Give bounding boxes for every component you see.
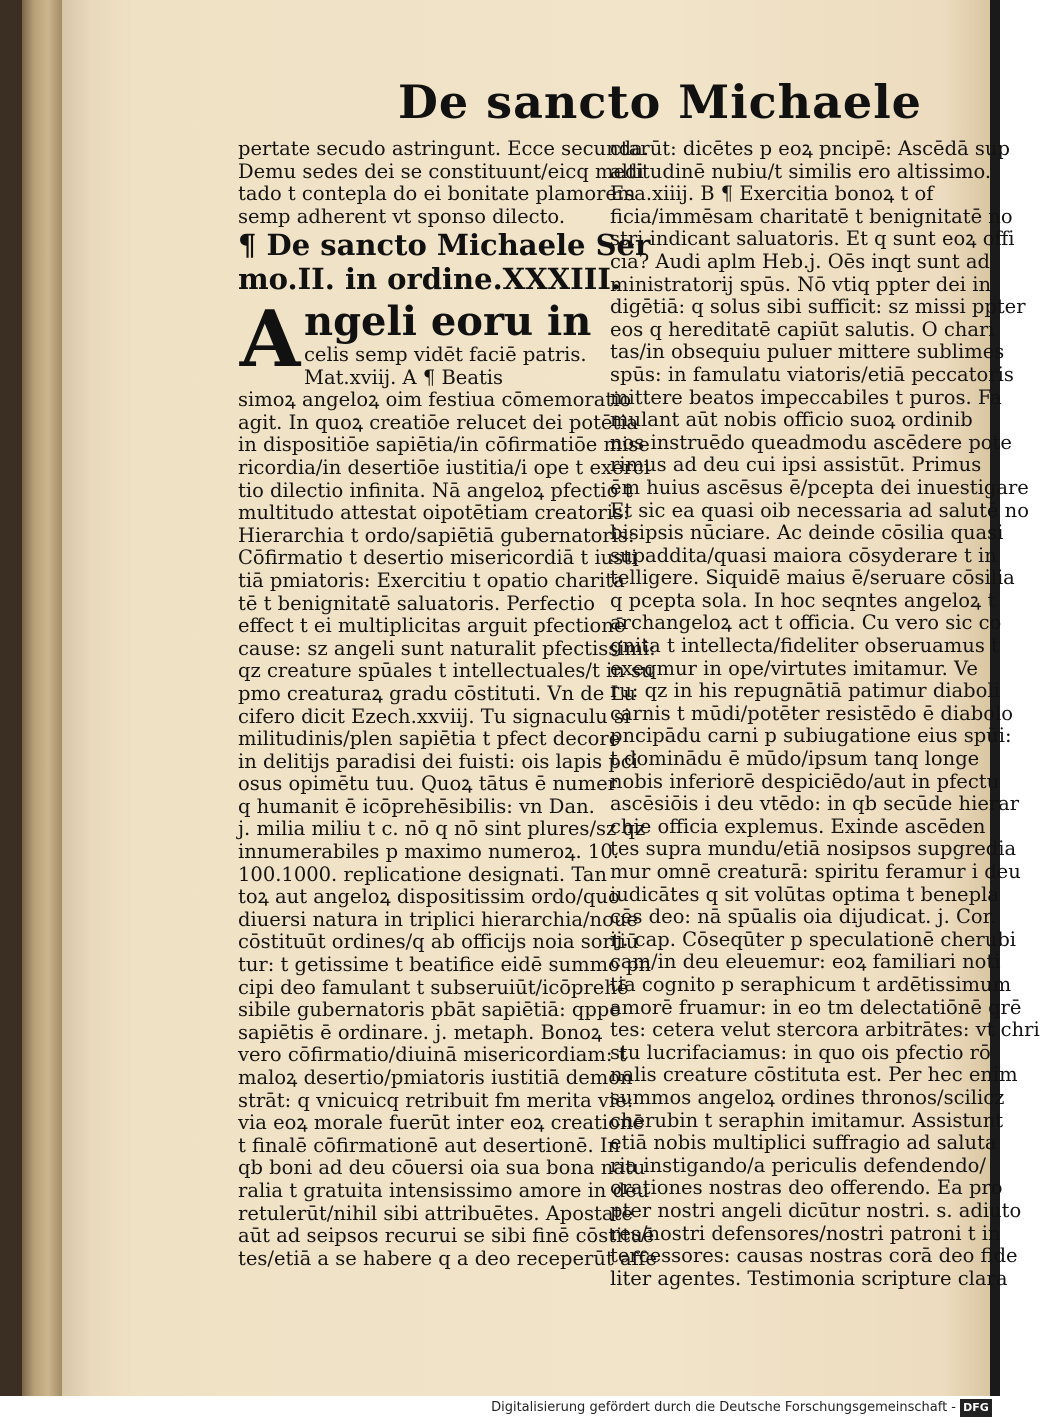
- text-line: tes supra mundu/etiā nosipsos supgredia: [610, 837, 1017, 861]
- text-line: Demu sedes dei se constituunt/eicq medi: [238, 159, 644, 183]
- text-line: carnis t mūdi/potēter resistēdo ē diabolo: [610, 701, 1013, 725]
- text-line: etiā nobis multiplici suffragio ad saluta: [610, 1131, 997, 1155]
- left-column-top: [238, 137, 649, 228]
- text-line: t finalē cōfirmationē aut desertionē. In: [238, 1133, 621, 1157]
- text-line: mulant aūt nobis officio suoꝝ ordinib: [610, 408, 973, 432]
- text-line: rimus ad deu cui ipsi assistūt. Primus: [610, 453, 982, 477]
- text-line: ministratorij spūs. Nō vtiq ppter dei in: [610, 272, 992, 296]
- text-line: chie officia explemus. Exinde ascēden: [610, 814, 986, 838]
- text-line: liter agentes. Testimonia scripture clara: [610, 1266, 1008, 1290]
- text-line: ascēsiōis i deu vtēdo: in qb secūde hierar: [610, 792, 1020, 816]
- text-line: ria instigando/a periculis defendendo/: [610, 1153, 986, 1177]
- book-page-edge: [22, 0, 62, 1396]
- text-line: altitudinē nubiu/t similis ero altissimo.: [610, 159, 992, 183]
- text-line: pncipādu carni p subiugatione eius spūi:: [610, 724, 1012, 748]
- text-line: sapiētis ē ordinare. j. metaph. Bonoꝝ: [238, 1020, 603, 1044]
- text-line: 100.1000. replicatione designati. Tan: [238, 862, 607, 886]
- text-line: Et sic ea quasi oib necessaria ad salutē no: [610, 498, 1029, 522]
- text-line: iudicātes q sit volūtas optima t benepla: [610, 882, 999, 906]
- text-line: bisipsis nūciare. Ac deinde cōsilia quasi: [610, 521, 1004, 545]
- text-line: mur omnē creaturā: spiritu feramur i deu: [610, 860, 1021, 883]
- footer-credit: Digitalisierung gefördert durch die Deutsche Forschungsgemeinschaft -: [491, 1400, 956, 1415]
- text-line: ralia t gratuita intensissimo amore in deu: [238, 1178, 650, 1202]
- text-line: sibile gubernatoris pbāt sapiētiā: qppe: [238, 998, 621, 1022]
- text-line: res/nostri defensores/nostri patroni t in: [610, 1221, 1001, 1245]
- text-line: tes/etiā a se habere q a deo receperūt affe: [238, 1246, 657, 1270]
- text-line: pmo creaturaꝝ gradu cōstituti. Vn de Lu: [238, 681, 636, 705]
- sermon-heading-line-1: ¶ De sancto Michaele Ser: [238, 228, 651, 262]
- text-line: qz creature spūales t intellectuales/t in su: [238, 659, 654, 683]
- text-line: cause: sz angeli sunt naturalit pfectissimi:: [238, 636, 656, 660]
- text-line: qb boni ad deu cōuersi oia sua bona natu: [238, 1156, 646, 1180]
- text-line: cifero dicit Ezech.xxviij. Tu signaculu si: [238, 704, 631, 728]
- text-line: tiā pmiatoris: Exercitiu t opatio charita: [238, 568, 625, 592]
- text-line: ru: qz in his repugnātiā patimur diaboli: [610, 679, 1000, 703]
- text-line: t dominādu ē mūdo/ipsum tanq longe: [610, 747, 980, 771]
- text-line: pter nostri angeli dicūtur nostri. s. adiuto: [610, 1198, 1022, 1222]
- text-line: in dispositiōe sapiētia/in cōfirmatiōe mise: [238, 433, 650, 457]
- text-line: cherubin t seraphin imitamur. Assistunt: [610, 1108, 1004, 1132]
- running-head: De sancto Michaele: [398, 75, 922, 129]
- text-line: tur: t getissime t beatifice eidē summo pn: [238, 953, 652, 977]
- text-line: tas/in obsequiu puluer mittere sublimes: [610, 340, 1005, 364]
- text-line: nos instruēdo queadmodu ascēdere pote: [610, 430, 1012, 454]
- text-line: agit. In quoꝝ creatiōe relucet dei potētia: [238, 410, 639, 434]
- text-line: mittere beatos impeccabiles t puros. Fa: [610, 385, 1002, 409]
- text-line: retulerūt/nihil sibi attribuētes. Apostate: [238, 1201, 633, 1225]
- right-column-body: [610, 137, 1040, 1290]
- text-line: Esa.xiiij. B ¶ Exercitia bonoꝝ t of: [610, 182, 934, 206]
- text-line: pertate secudo astringunt. Ecce secunda.: [238, 137, 649, 160]
- text-line: stu lucrifaciamus: in quo ois pfectio rō: [610, 1040, 991, 1064]
- sermon-heading: [238, 228, 651, 296]
- decorated-initial: A: [239, 294, 301, 385]
- text-line: nobis inferiorē despiciēdo/aut in pfectu: [610, 769, 1000, 793]
- text-line: cia? Audi aplm Heb.j. Oēs inqt sunt ad: [610, 249, 991, 273]
- text-line: innumerabiles p maximo numeroꝝ. 10.: [238, 840, 619, 864]
- text-line: maloꝝ desertio/pmiatoris iustitiā demon: [238, 1066, 633, 1089]
- text-line: via eoꝝ morale fuerūt inter eoꝝ creationē: [238, 1111, 644, 1135]
- footer-bar: [0, 1396, 1000, 1423]
- text-line: summos angeloꝝ ordines thronos/scilicz: [610, 1085, 1005, 1109]
- book-fore-edge: [0, 0, 22, 1396]
- text-line: tes: cetera velut stercora arbitrātes: vt chri: [610, 1018, 1040, 1042]
- text-line: ctarūt: dicētes p eoꝝ pncipē: Ascēdā sup: [610, 137, 1010, 160]
- text-line: ēm huius ascēsus ē/pcepta dei inuestigare: [610, 475, 1029, 499]
- text-line: Mat.xviij. A ¶ Beatis: [304, 365, 504, 389]
- text-line: j. milia miliu t c. nō q nō sint plures/sz qz: [238, 817, 646, 841]
- text-line: in delitijs paradisi dei fuisti: ois lapis pci: [238, 749, 638, 773]
- text-line: ficia/immēsam charitatē t benignitatē no: [610, 204, 1013, 228]
- text-line: archangeloꝝ act t officia. Cu vero sic co: [610, 611, 1002, 635]
- text-line: stri indicant saluatoris. Et q sunt eoꝝ offi: [610, 227, 1015, 251]
- text-line: tē t benignitatē saluatoris. Perfectio: [238, 591, 595, 615]
- sermon-heading-line-2: mo.II. in ordine.XXXIII.: [238, 262, 621, 296]
- text-line: effect t ei multiplicitas arguit pfectionē: [238, 614, 626, 638]
- text-line: strāt: q vnicuicq retribuit fm merita vie:: [238, 1088, 634, 1112]
- dfg-logo: DFG: [960, 1399, 992, 1417]
- text-line: cipi deo famulant t subseruiūt/icōprehē: [238, 975, 629, 999]
- text-line: toꝝ aut angeloꝝ dispositissim ordo/quo: [238, 885, 620, 909]
- text-line: vero cōfirmatio/diuinā misericordiam: t: [238, 1043, 627, 1067]
- text-line: cōstituūt ordines/q ab officijs noia sortiū: [238, 930, 639, 954]
- text-line: cam/in deu eleuemur: eoꝝ familiari noti: [610, 950, 1001, 974]
- text-line: celis semp vidēt faciē patris.: [304, 343, 587, 366]
- text-line: amorē fruamur: in eo tm delectatiōnē qrē: [610, 995, 1022, 1019]
- text-line: telligere. Siquidē maius ē/seruare cōsilia: [610, 566, 1015, 590]
- text-line: tado t contepla do ei bonitate plamorem: [238, 182, 636, 206]
- text-line: Hierarchia t ordo/sapiētiā gubernatoris:: [238, 523, 635, 547]
- text-line: simoꝝ angeloꝝ oim festiua cōmemoratio: [238, 388, 632, 412]
- text-line: ij. cap. Cōseqūter p speculationē cherubi: [610, 927, 1017, 951]
- text-line: cēs deo: nā spūalis oia dijudicat. j. Cor.: [610, 905, 997, 929]
- text-line: spūs: in famulatu viatoris/etiā peccatoris: [610, 362, 1014, 386]
- text-line: multitudo attestat oipotētiam creatoris:: [238, 501, 630, 525]
- text-line: supaddita/quasi maiora cōsyderare t in: [610, 543, 997, 567]
- text-line: semp adherent vt sponso dilecto.: [238, 204, 566, 228]
- text-line: q humanit ē icōprehēsibilis: vn Dan.: [238, 794, 595, 818]
- text-line: tercessores: causas nostras corā deo fide: [610, 1244, 1018, 1268]
- left-column-body: [238, 343, 657, 1270]
- text-line: ricordia/in desertiōe iustitia/i ope t exerci: [238, 455, 651, 479]
- text-line: osus opimētu tuu. Quoꝝ tātus ē numer: [238, 772, 617, 796]
- text-line: gnita t intellecta/fideliter obseruamus t: [610, 634, 999, 658]
- text-line: eos q hereditatē capiūt salutis. O chari: [610, 317, 995, 341]
- text-line: militudinis/plen sapiētia t pfect decore: [238, 727, 621, 751]
- text-line: q pcepta sola. In hoc seqntes angeloꝝ t: [610, 588, 996, 612]
- text-line: orationes nostras deo offerendo. Ea pro: [610, 1176, 1003, 1200]
- incipit-word: ngeli eoru in: [304, 298, 592, 345]
- text-line: Cōfirmatio t desertio misericordiā t iusti: [238, 546, 638, 570]
- text-line: diuersi natura in triplici hierarchia/noue: [238, 907, 638, 931]
- text-line: aūt ad seipsos recurui se sibi finē cōstituē: [238, 1224, 655, 1248]
- text-line: exeqmur in ope/virtutes imitamur. Ve: [610, 656, 978, 680]
- text-line: nalis creature cōstituta est. Per hec enim: [610, 1063, 1018, 1087]
- text-line: digētiā: q solus sibi sufficit: sz missi ppter: [610, 295, 1026, 319]
- text-line: tia cognito p seraphicum t ardētissimum: [610, 972, 1012, 996]
- text-line: tio dilectio infinita. Nā angeloꝝ pfectio t: [238, 478, 633, 502]
